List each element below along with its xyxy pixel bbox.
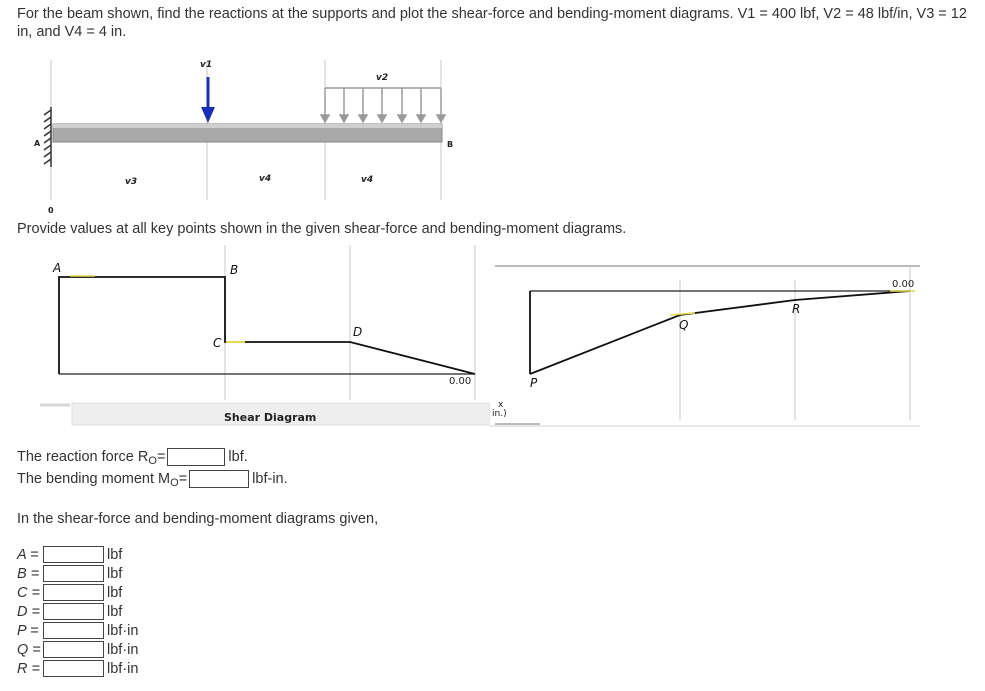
moment-diagram <box>490 260 930 430</box>
shear-point-c-label: C <box>213 336 222 350</box>
answer-q-input[interactable] <box>43 641 104 658</box>
answer-d-input[interactable] <box>43 603 104 620</box>
bending-moment-prefix: The bending moment M <box>17 471 171 487</box>
bending-moment-unit: lbf-in. <box>252 471 288 487</box>
moment-axis-x-fragment: x <box>498 400 504 410</box>
reaction-force-sub: O <box>148 455 157 467</box>
moment-grid <box>680 266 910 420</box>
origin-label: 0 <box>48 206 54 215</box>
moment-axis-unit-fragment: in.) <box>492 409 507 419</box>
answer-row-q <box>17 640 138 659</box>
answer-a-input[interactable] <box>43 546 104 563</box>
answer-row-a <box>17 545 122 564</box>
answer-label: Q = <box>17 641 41 658</box>
v1-label: v1 <box>200 60 213 70</box>
shear-grid <box>225 245 475 400</box>
end-b-label: B <box>447 140 454 149</box>
answer-label: D = <box>17 603 40 620</box>
reaction-force-unit: lbf. <box>228 449 248 465</box>
key-points-intro: In the shear-force and bending-moment diagrams given, <box>17 511 379 527</box>
dim-v4-label-2: v4 <box>361 175 374 185</box>
answer-label: A = <box>17 546 39 563</box>
shear-zero-label: 0.00 <box>449 376 472 387</box>
answer-label: B = <box>17 565 40 582</box>
reaction-force-row: The reaction force R O = lbf. <box>17 449 248 467</box>
answer-row-c <box>17 583 122 602</box>
shear-diagram-title: Shear Diagram <box>224 411 317 424</box>
moment-zero-label: 0.00 <box>892 279 915 290</box>
shear-diagram <box>0 240 490 430</box>
beam-figure <box>0 55 500 225</box>
dim-v3-label: v3 <box>125 177 138 187</box>
distributed-load-icon <box>321 88 445 122</box>
answer-p-input[interactable] <box>43 622 104 639</box>
answer-c-input[interactable] <box>43 584 104 601</box>
reaction-force-input[interactable] <box>167 448 225 466</box>
answer-label: R = <box>17 660 40 677</box>
shear-curve <box>59 277 475 374</box>
answer-unit: lbf <box>107 565 123 582</box>
answer-unit: lbf <box>107 546 123 563</box>
bending-moment-row: The bending moment M O = lbf-in. <box>17 471 288 489</box>
shear-point-a-label: A <box>53 261 62 275</box>
answer-row-p <box>17 621 138 640</box>
support-a-label: A <box>34 139 41 148</box>
answer-b-input[interactable] <box>43 565 104 582</box>
v2-label: v2 <box>376 73 389 83</box>
moment-point-r-label: R <box>792 302 801 316</box>
answer-row-b <box>17 564 122 583</box>
answer-row-r <box>17 659 138 678</box>
shear-point-d-label: D <box>353 325 363 339</box>
fixed-support-icon <box>44 107 51 167</box>
point-load-arrow-icon <box>201 77 215 123</box>
answer-unit: lbf <box>107 603 123 620</box>
moment-point-q-label: Q <box>679 318 689 332</box>
bending-moment-input[interactable] <box>189 470 249 488</box>
answer-label: P = <box>17 622 39 639</box>
bending-moment-sub: O <box>170 477 179 489</box>
answer-unit: lbf <box>107 584 123 601</box>
answer-row-d <box>17 602 122 621</box>
answer-r-input[interactable] <box>43 660 104 677</box>
problem-statement: For the beam shown, find the reactions at the supports and plot the shear-force and bending-moment diagrams. V1 = 400 lbf, V2 = 48 lbf/in, V3 = 12 in, and V4 = 4 in. <box>17 6 967 40</box>
answer-unit: lbf·in <box>107 660 139 677</box>
shear-point-b-label: B <box>230 263 239 277</box>
instruction-text: Provide values at all key points shown in the given shear-force and bending-moment diagrams. <box>17 221 627 237</box>
moment-point-p-label: P <box>530 376 538 390</box>
answer-label: C = <box>17 584 40 601</box>
moment-curve <box>530 291 910 374</box>
dim-v4-label-1: v4 <box>259 174 272 184</box>
answer-unit: lbf·in <box>107 641 139 658</box>
reaction-force-prefix: The reaction force R <box>17 449 149 465</box>
answer-unit: lbf·in <box>107 622 139 639</box>
